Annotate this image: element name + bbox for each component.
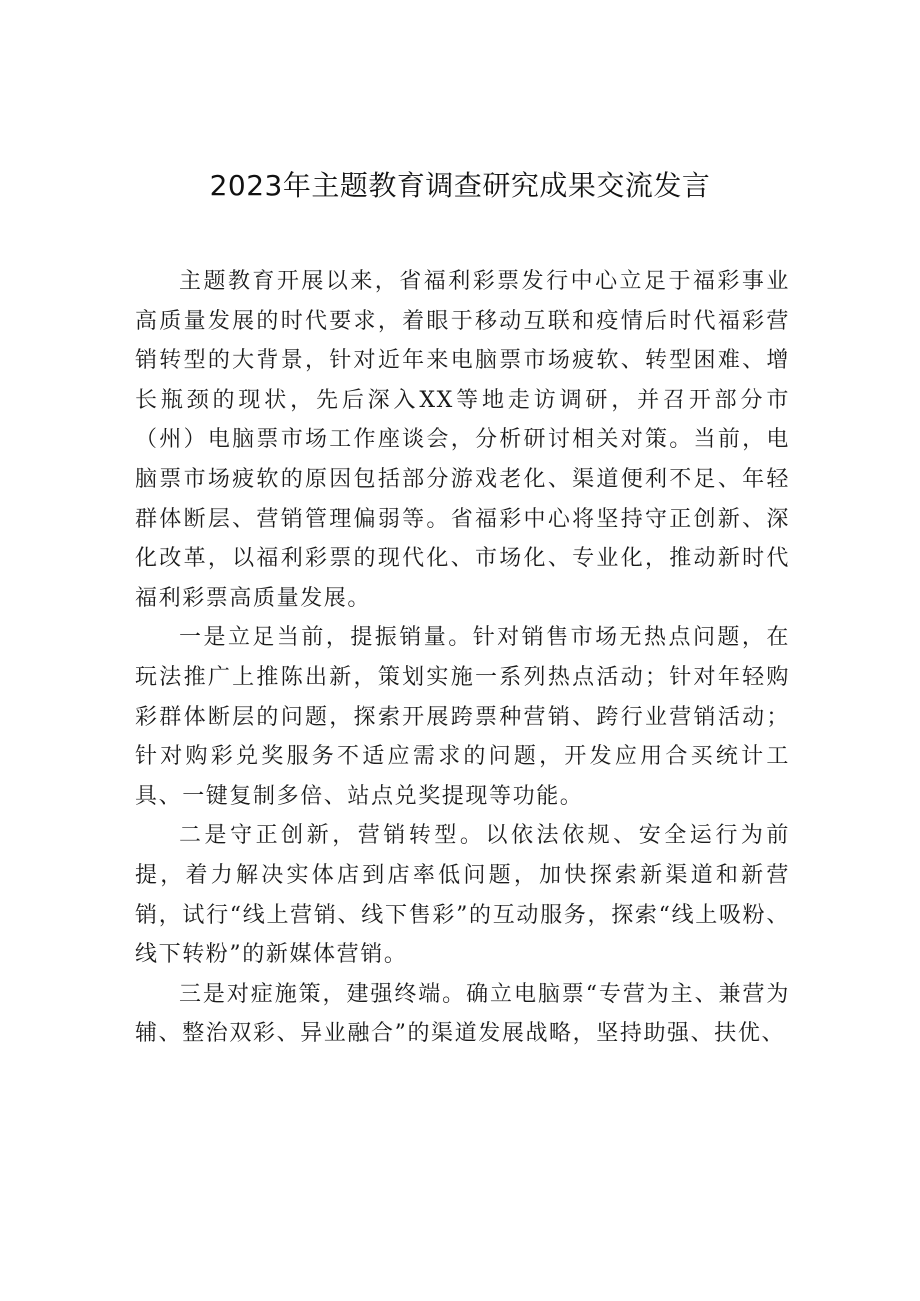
document-body	[135, 262, 790, 1054]
paragraph-point-three: 三是对症施策，建强终端。确立电脑票“专营为主、兼营为辅、整治双彩、异业融合”的渠道发展战略，坚持助强、扶优、	[135, 981, 790, 1047]
document-title: 2023年主题教育调查研究成果交流发言	[209, 169, 711, 202]
paragraph-point-one: 一是立足当前，提振销量。针对销售市场无热点问题，在玩法推广上推陈出新，策划实施一系列热点活动；针对年轻购彩群体断层的问题，探索开展跨票种营销、跨行业营销活动；针对购彩兑奖服务不适应需求的问题，开发应用合买统计工具、一键复制多倍、站点兑奖提现等功能。	[135, 625, 790, 809]
paragraph-point-two: 二是守正创新，营销转型。以依法依规、安全运行为前提，着力解决实体店到店率低问题，加快探索新渠道和新营销，试行“线上营销、线下售彩”的互动服务，探索“线上吸粉、线下转粉”的新媒体营销。	[135, 823, 790, 968]
paragraph-intro: 主题教育开展以来，省福利彩票发行中心立足于福彩事业高质量发展的时代要求，着眼于移动互联和疫情后时代福彩营销转型的大背景，针对近年来电脑票市场疲软、转型困难、增长瓶颈的现状，先后深入XX等地走访调研，并召开部分市（州）电脑票市场工作座谈会，分析研讨相关对策。当前，电脑票市场疲软的原因包括部分游戏老化、渠道便利不足、年轻群体断层、营销管理偏弱等。省福彩中心将坚持守正创新、深化改革，以福利彩票的现代化、市场化、专业化，推动新时代福利彩票高质量发展。	[135, 269, 790, 611]
